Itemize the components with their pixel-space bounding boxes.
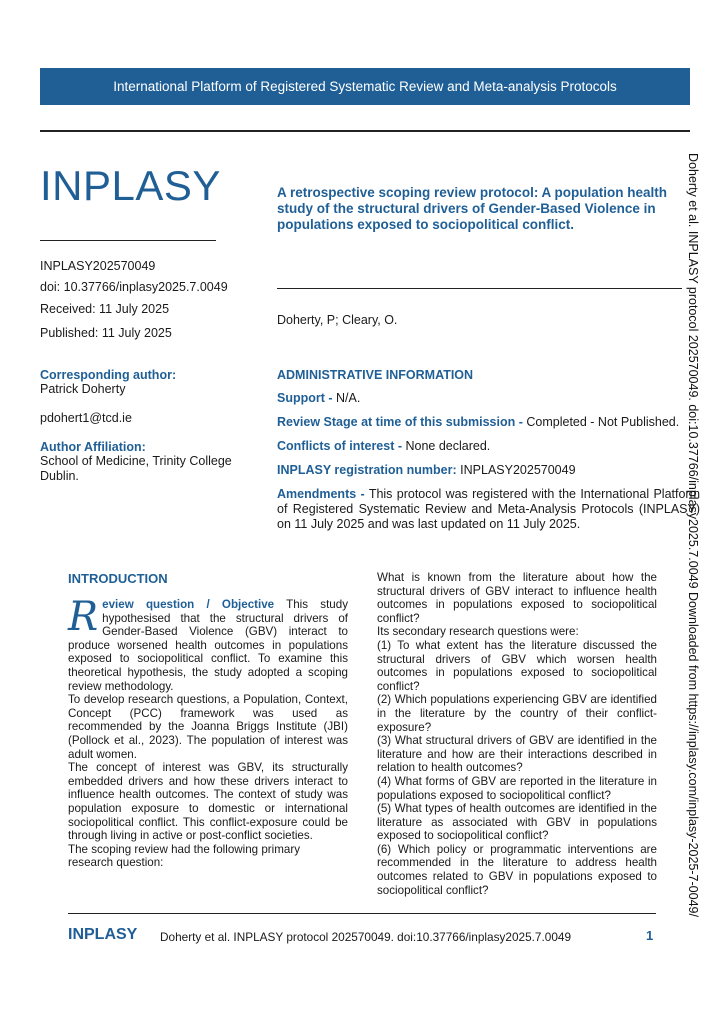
header-banner: International Platform of Registered Systematic Review and Meta-analysis Protocols — [40, 68, 690, 105]
paragraph: To develop research questions, a Population, Context, Concept (PCC) framework was used as recommended by the Joanna Briggs Institute (JBI) (Pollock et al., 2023). The population of interest was adult women. — [68, 693, 348, 761]
research-question: (4) What forms of GBV are reported in the literature in populations exposed to sociopolitical conflict? — [377, 774, 657, 802]
intro-right-column — [377, 571, 657, 897]
research-question: (5) What types of health outcomes are identified in the literature as associated with GBV in populations exposed to sociopolitical conflict? — [377, 802, 657, 843]
corresponding-email[interactable]: pdohert1@tcd.ie — [40, 411, 132, 425]
review-question-label: eview question / Objective — [102, 598, 275, 611]
dropcap: R — [68, 594, 99, 640]
paragraph: The scoping review had the following primary research question: — [68, 842, 300, 870]
amendments-line: Amendments - This protocol was registered with the International Platform of Registered Systematic Review and Meta-Analysis Protocols (INPLASY) on 11 July 2025 and was last updated on 11 July 2025. — [277, 487, 701, 531]
research-question: (1) To what extent has the literature discussed the structural drivers of GBV which worsen health outcomes in populations exposed to sociopolitical conflict? — [377, 638, 657, 693]
doi[interactable]: doi: 10.37766/inplasy2025.7.0049 — [40, 280, 228, 294]
intro-left-column: Review question / Objective This study hypothesised that the structural drivers of Gender-Based Violence (GBV) interact to produce worsened health outcomes in populations exposed to sociopolitical conflict. To examine this theoretical hypothesis, the study adopted a scoping review methodology. To develop research questions, a Population, Context, Concept (PCC) framework was used as recommended by the Joanna Briggs Institute (JBI) (Pollock et al., 2023). The population of interest was adult women. The concept of interest was GBV, its structurally embedded drivers and how these drivers interact to influence health outcomes. The context of study was population exposure to domestic or international sociopolitical conflict. This conflict-exposure could be through living in active or post-conflict societies. The scoping review had the following primary research question: — [68, 594, 348, 870]
research-question: (2) Which populations experiencing GBV are identified in the literature by the country of their conflict-exposure? — [377, 693, 657, 734]
registration-line: INPLASY registration number: INPLASY202570049 — [277, 463, 576, 477]
corresponding-label: Corresponding author: — [40, 368, 177, 382]
inplasy-logo: INPLASY — [40, 162, 221, 209]
affiliation-label: Author Affiliation: — [40, 440, 146, 454]
intro-heading: INTRODUCTION — [68, 571, 168, 586]
paragraph: What is known from the literature about how the structural drivers of GBV interact to influence health outcomes in populations exposed to sociopolitical conflict? — [377, 571, 657, 625]
footer-citation: Doherty et al. INPLASY protocol 202570049. doi:10.37766/inplasy2025.7.0049 — [160, 930, 572, 944]
support-line: Support - N/A. — [277, 391, 361, 405]
title-rule — [277, 288, 682, 289]
published-date: Published: 11 July 2025 — [40, 326, 172, 340]
admin-info — [277, 368, 700, 532]
corresponding-name: Patrick Doherty — [40, 382, 126, 396]
research-question: (6) Which policy or programmatic interventions are recommended in the literature to address health outcomes related to GBV in populations exposed to sociopolitical conflict? — [377, 842, 657, 897]
paragraph: The concept of interest was GBV, its structurally embedded drivers and how these drivers interact to influence health outcomes. The context of study was population exposure to domestic or international sociopolitical conflict. This conflict-exposure could be through living in active or post-conflict societies. — [68, 761, 348, 843]
authors: Doherty, P; Cleary, O. — [277, 313, 398, 327]
download-sidebar: Doherty et al. INPLASY protocol 202570049. doi:10.37766/inplasy2025.7.0049 Downloaded from https://inplasy.com/inplasy-2025-7-0049/ — [686, 153, 700, 917]
affiliation-text: School of Medicine, Trinity College Dublin. — [40, 454, 232, 483]
corresponding-author — [40, 368, 250, 484]
logo-rule — [40, 240, 216, 241]
inplasy-id: INPLASY202570049 — [40, 259, 156, 273]
footer-logo: INPLASY — [68, 926, 138, 943]
footer-rule — [68, 913, 656, 914]
paragraph: Its secondary research questions were: — [377, 625, 579, 639]
coi-line: Conflicts of interest - None declared. — [277, 439, 491, 453]
received-date: Received: 11 July 2025 — [40, 302, 170, 316]
research-question: (3) What structural drivers of GBV are identified in the literature and how are their interactions described in relation to health outcomes? — [377, 734, 657, 775]
admin-heading: ADMINISTRATIVE INFORMATION — [277, 368, 474, 382]
page-number: 1 — [646, 928, 654, 943]
paper-title: A retrospective scoping review protocol: A population health study of the structural drivers of Gender-Based Violence in populations exposed to sociopolitical conflict. — [277, 185, 668, 232]
top-rule — [40, 130, 690, 132]
stage-line: Review Stage at time of this submission - Completed - Not Published. — [277, 415, 680, 429]
